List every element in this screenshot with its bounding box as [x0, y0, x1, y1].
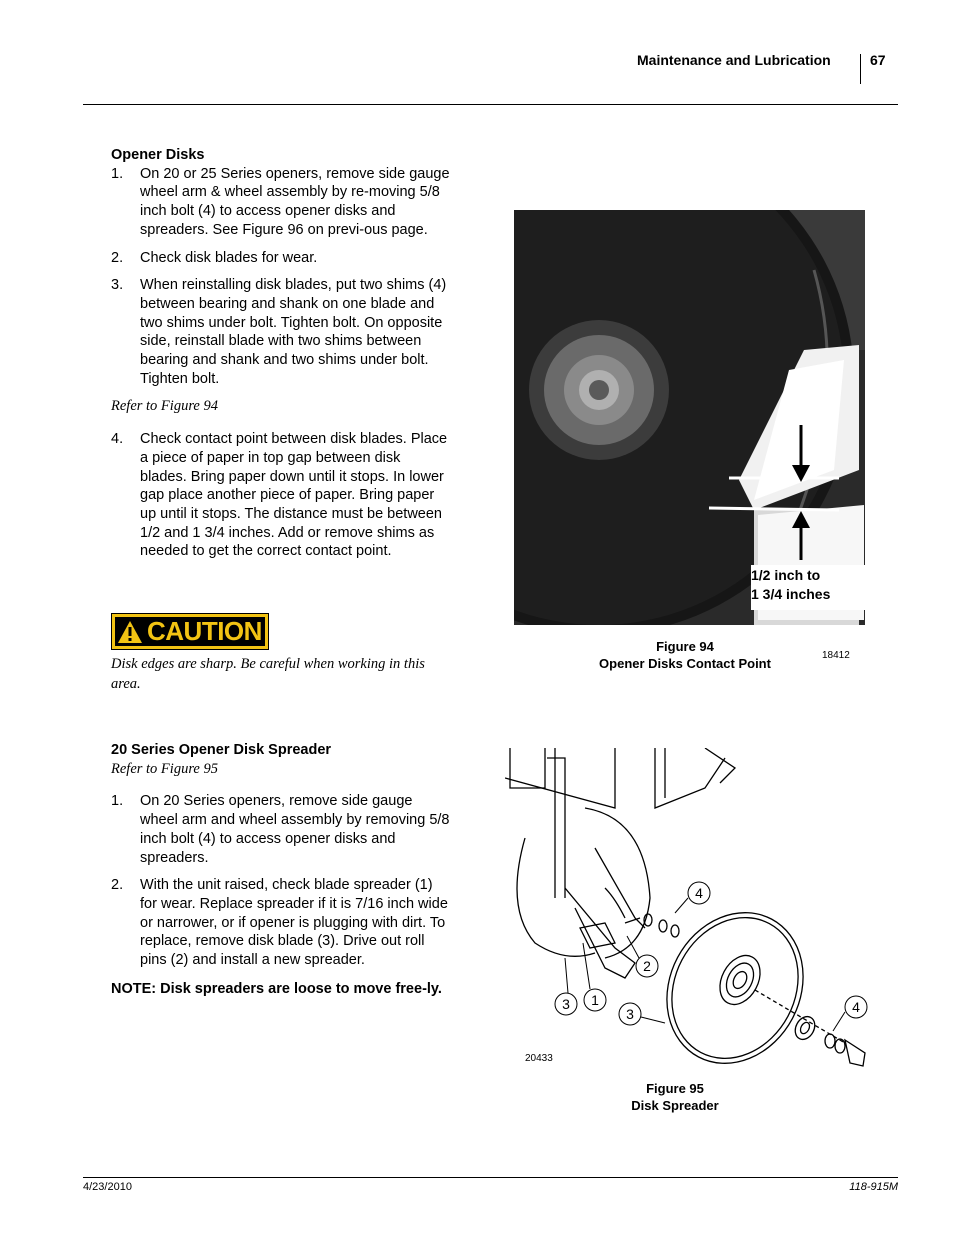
callout-4-top: 4: [695, 885, 703, 901]
opener-disks-heading: Opener Disks: [111, 147, 205, 163]
disk-spreader-diagram: [505, 748, 885, 1078]
callout-3-left: 3: [562, 996, 570, 1012]
figure-95-title: Disk Spreader: [631, 1098, 719, 1113]
figure-95-drawing: [505, 748, 885, 1078]
step-text: On 20 Series openers, remove side gauge wheel arm and wheel assembly by removing 5/8 inch bolt (4) to access opener disks and spreaders.: [140, 793, 450, 866]
step-item: [111, 430, 451, 561]
figure-94-title: Opener Disks Contact Point: [599, 656, 771, 671]
header-rule: [83, 104, 898, 105]
step-item: [111, 249, 451, 268]
callout-3-right: 3: [626, 1006, 634, 1022]
dimension-line-2: 1 3/4 inches: [751, 586, 831, 602]
step-number: 1.: [111, 793, 124, 810]
header-divider: [860, 54, 861, 84]
caution-word: CAUTION: [147, 616, 262, 646]
warning-triangle-icon: [117, 620, 143, 644]
step-item: [111, 165, 451, 240]
callout-4-bottom: 4: [852, 999, 860, 1015]
step-text: Check contact point between disk blades. Place a piece of paper in top gap between disk blades. Bring paper down until it stops. In lower gap place another piece of paper. Bring paper up until it stops. The distance must be between 1/2 and 1 3/4 inches. Add or remove shims as needed to get the correct contact point.: [140, 431, 448, 560]
figure-95-label: Figure 95: [646, 1081, 704, 1096]
refer-figure-95: Refer to Figure 95: [111, 760, 218, 777]
callout-1: 1: [591, 992, 599, 1008]
page-number: 67: [870, 52, 886, 68]
caution-text: Disk edges are sharp. Be careful when working in this area.: [111, 656, 425, 692]
step-item: [111, 792, 451, 867]
footer-date: 4/23/2010: [83, 1181, 132, 1193]
spreader-note: NOTE: Disk spreaders are loose to move free-ly.: [111, 980, 442, 997]
step-number: 1.: [111, 165, 124, 182]
step-number: 3.: [111, 277, 124, 294]
spreader-heading: 20 Series Opener Disk Spreader: [111, 742, 332, 758]
figure-95-number: 20433: [525, 1053, 553, 1064]
step-text: With the unit raised, check blade spreader (1) for wear. Replace spreader if it is 7/16 inch wide or narrower, or if opener is plugging with dirt. To replace, remove disk blade (3). Drive out roll pins (2) and install a new spreader.: [140, 877, 448, 969]
figure-95-caption: [560, 1080, 790, 1114]
dimension-line-1: 1/2 inch to: [751, 567, 821, 583]
callout-2: 2: [643, 958, 651, 974]
dimension-label: [751, 566, 830, 604]
section-title: Maintenance and Lubrication: [637, 52, 831, 68]
step-text: On 20 or 25 Series openers, remove side gauge wheel arm & wheel assembly by re-moving 5/8 inch bolt (4) to access opener disks and spreaders. See Figure 96 on previ-ous page.: [140, 165, 450, 238]
step-text: When reinstalling disk blades, put two shims (4) between bearing and shank on one blade and two shims under bolt. Tighten bolt. On opposite side, reinstall blade with two shims between bearing and shank and two shims under bolt. Tighten bolt.: [140, 277, 447, 387]
step-text: Check disk blades for wear.: [140, 249, 318, 266]
caution-label: [111, 613, 269, 650]
figure-94-photo: [514, 210, 865, 625]
opener-disks-section: [111, 146, 451, 570]
step-number: 4.: [111, 431, 124, 448]
disk-contact-photo: [514, 210, 865, 625]
figure-94-caption: [560, 638, 810, 672]
figure-94-number: 18412: [822, 650, 850, 661]
figure-94-label: Figure 94: [656, 639, 714, 654]
step-item: [111, 876, 451, 970]
step-number: 2.: [111, 877, 124, 894]
step-number: 2.: [111, 249, 124, 266]
footer-doc-id: 118-915M: [849, 1181, 898, 1193]
opener-disks-step4-list: [111, 430, 451, 561]
step-item: [111, 276, 451, 388]
spreader-steps: [111, 792, 451, 969]
refer-figure-94: Refer to Figure 94: [111, 398, 218, 415]
footer-rule: [83, 1177, 898, 1178]
spreader-section: [111, 741, 451, 998]
opener-disks-steps: [111, 165, 451, 389]
